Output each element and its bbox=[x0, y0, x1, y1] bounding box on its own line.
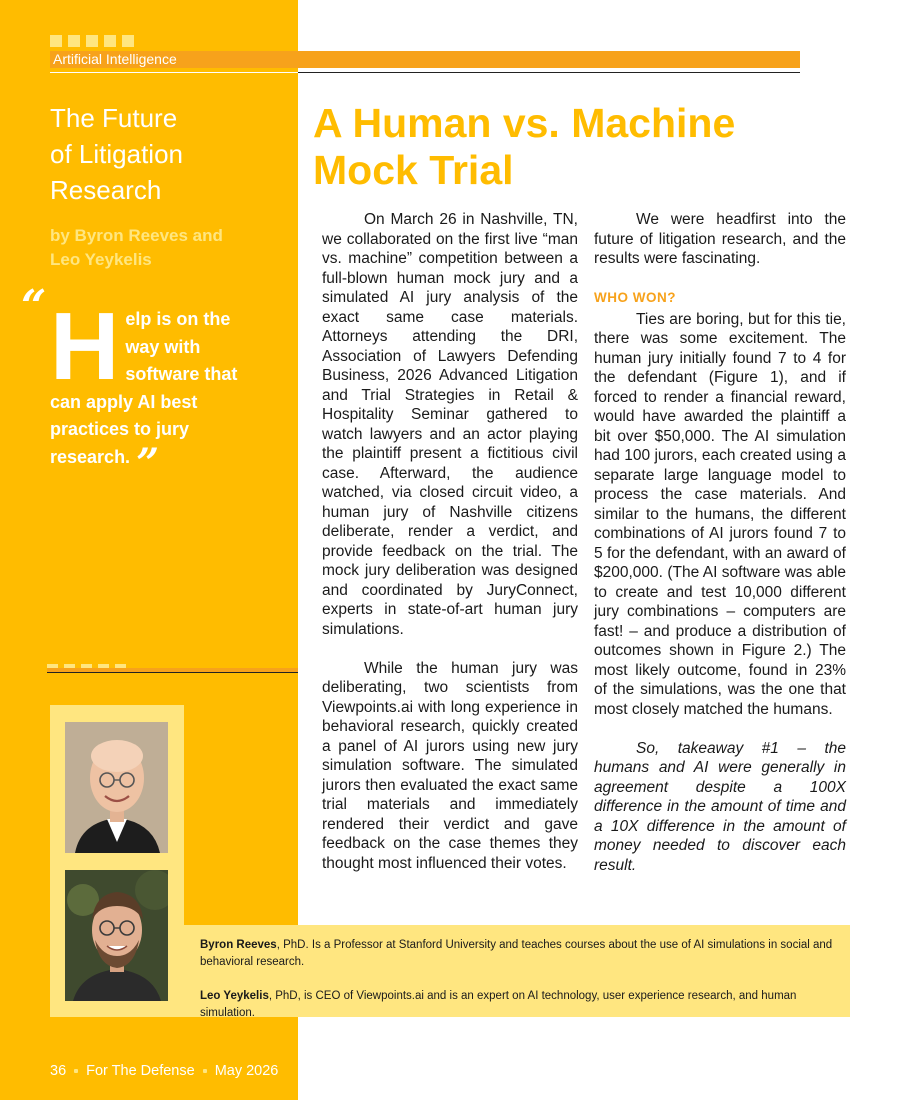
sidebar-title bbox=[50, 100, 280, 208]
headline-line: Mock Trial bbox=[313, 147, 514, 193]
pull-quote-drop-cap: H bbox=[50, 293, 120, 400]
author-bio bbox=[200, 988, 834, 1022]
author-bio-name: Leo Yeykelis bbox=[200, 990, 269, 1002]
article-column-right bbox=[594, 210, 846, 895]
author-bio-text: , PhD. Is a Professor at Stanford University and teaches courses about the use of AI simulations in social and behavioral research. bbox=[200, 939, 833, 968]
section-rule-sidebar bbox=[50, 72, 298, 73]
byline-line: by Byron Reeves and bbox=[50, 226, 223, 245]
section-label: Artificial Intelligence bbox=[53, 51, 177, 67]
decorative-squares-top bbox=[50, 35, 134, 47]
author-photos-panel bbox=[50, 705, 184, 1017]
issue-date: May 2026 bbox=[214, 1063, 279, 1079]
close-quote-icon: ” bbox=[136, 439, 160, 487]
page-number: 36 bbox=[50, 1063, 67, 1079]
sidebar-title-line: of Litigation bbox=[50, 139, 183, 169]
body-paragraph: We were headfirst into the future of litigation research, and the results were fascinating. bbox=[594, 211, 846, 267]
article-headline bbox=[313, 100, 873, 194]
takeaway-paragraph: So, takeaway #1 – the humans and AI were generally in agreement despite a 100X difference in the amount of time and a 10X difference in the amount of money needed to discover each result. bbox=[594, 739, 846, 874]
publication-name: For The Defense bbox=[86, 1063, 195, 1079]
open-quote-icon: “ bbox=[21, 281, 47, 332]
mid-rule bbox=[47, 672, 298, 673]
footer-separator bbox=[203, 1069, 207, 1073]
article-column-left bbox=[322, 210, 578, 893]
pull-quote-text: elp is on the way with software that can apply AI best practices to jury research. bbox=[50, 309, 238, 467]
author-bio-name: Byron Reeves bbox=[200, 939, 277, 951]
sidebar-title-line: Research bbox=[50, 175, 162, 205]
author-photo-byron-reeves bbox=[65, 722, 168, 853]
pull-quote bbox=[50, 293, 260, 487]
byline-line: Leo Yeykelis bbox=[50, 250, 152, 269]
page-footer bbox=[50, 1062, 278, 1080]
author-bio-text: , PhD, is CEO of Viewpoints.ai and is an expert on AI technology, user experience research, and human simulation. bbox=[200, 990, 797, 1019]
sidebar-title-line: The Future bbox=[50, 103, 178, 133]
author-photo-leo-yeykelis bbox=[65, 870, 168, 1001]
body-paragraph: On March 26 in Nashville, TN, we collaborated on the first live “man vs. machine” competition between a full-blown human mock jury and a simulated AI jury analysis of the exact same case materials. Attorneys attending the DRI, Association of Lawyers Defending Business, 2026 Advanced Litigation and Trial Strategies in Retail & Hospitality Seminar gathered to watch lawyers and an actor playing the plaintiff present a fictitious civil case. Afterward, the audience watched, via closed circuit video, a human jury of Nashville citizens deliberate, render a verdict, and provide feedback on the trial. The mock jury deliberation was designed and coordinated by JuryConnect, experts in state-of-art human jury simulations. bbox=[322, 211, 578, 638]
author-bio-box bbox=[184, 925, 850, 1017]
body-paragraph: Ties are boring, but for this tie, there was some excitement. The human jury initially found 7 to 4 for the defendant (Figure 1), and if forced to render a financial reward, would have awarded the plaintiff a bit over $50,000. The AI simulation had 100 jurors, each created using a separate large language model to process the case materials. And similar to the humans, the different combinations of AI jurors found 7 to 5 for the defendant, with an award of $200,000. (The AI software was able to create and test 10,000 different jury combinations – computers are fast! – and produce a distribution of outcomes shown in Figure 2.) The most likely outcome, found in 23% of the simulations, was the one that most closely matched the humans. bbox=[594, 310, 846, 718]
footer-separator bbox=[74, 1069, 78, 1073]
byline bbox=[50, 224, 280, 272]
body-paragraph: While the human jury was deliberating, two scientists from Viewpoints.ai with long experience in behavioral research, quickly created a panel of AI jurors using new jury simulation software. The simulated jurors then evaluated the exact same trial materials and immediately rendered their verdict and gave feedback on the case themes they thought most influenced their votes. bbox=[322, 659, 578, 872]
author-bio bbox=[200, 937, 834, 971]
headline-line: A Human vs. Machine bbox=[313, 100, 736, 146]
subhead: WHO WON? bbox=[594, 290, 676, 305]
